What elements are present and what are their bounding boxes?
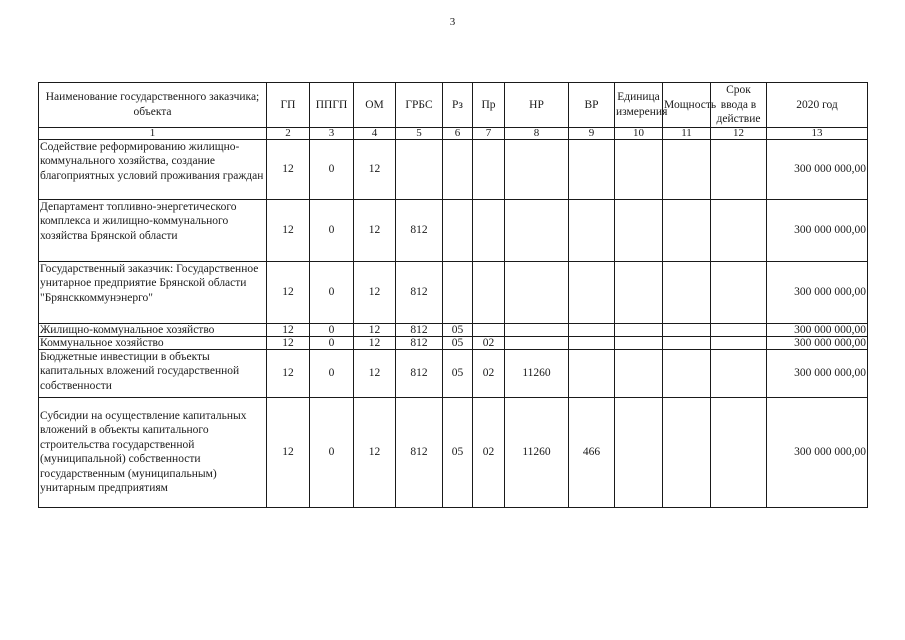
cell-vr bbox=[569, 139, 615, 199]
cell-rz: 05 bbox=[443, 397, 473, 507]
cell-commissioning bbox=[711, 323, 767, 336]
cell-om: 12 bbox=[354, 323, 396, 336]
row-name: Содействие реформированию жилищно-коммунального хозяйства, создание благоприятных условий проживания граждан bbox=[39, 139, 267, 199]
cell-capacity bbox=[663, 139, 711, 199]
cell-pr: 02 bbox=[473, 336, 505, 349]
cell-grbs: 812 bbox=[396, 336, 443, 349]
column-number: 7 bbox=[473, 127, 505, 139]
cell-nr: 11260 bbox=[505, 397, 569, 507]
cell-vr: 466 bbox=[569, 397, 615, 507]
header-row bbox=[39, 83, 868, 128]
column-number: 10 bbox=[615, 127, 663, 139]
column-number: 4 bbox=[354, 127, 396, 139]
cell-ppgp: 0 bbox=[310, 349, 354, 397]
cell-amount-2020: 300 000 000,00 bbox=[767, 323, 868, 336]
column-number: 12 bbox=[711, 127, 767, 139]
table-row bbox=[39, 199, 868, 261]
cell-grbs: 812 bbox=[396, 323, 443, 336]
header-grbs: ГРБС bbox=[396, 83, 443, 128]
cell-nr bbox=[505, 139, 569, 199]
cell-grbs: 812 bbox=[396, 261, 443, 323]
cell-commissioning bbox=[711, 336, 767, 349]
cell-grbs: 812 bbox=[396, 199, 443, 261]
cell-gp: 12 bbox=[267, 336, 310, 349]
cell-gp: 12 bbox=[267, 199, 310, 261]
cell-amount-2020: 300 000 000,00 bbox=[767, 349, 868, 397]
cell-commissioning bbox=[711, 261, 767, 323]
cell-rz bbox=[443, 261, 473, 323]
cell-ppgp: 0 bbox=[310, 139, 354, 199]
cell-pr: 02 bbox=[473, 349, 505, 397]
header-nr: НР bbox=[505, 83, 569, 128]
column-number: 2 bbox=[267, 127, 310, 139]
row-name: Коммунальное хозяйство bbox=[39, 336, 267, 349]
cell-vr bbox=[569, 336, 615, 349]
cell-ppgp: 0 bbox=[310, 261, 354, 323]
column-number: 8 bbox=[505, 127, 569, 139]
column-number: 1 bbox=[39, 127, 267, 139]
header-ppgp: ППГП bbox=[310, 83, 354, 128]
row-name: Жилищно-коммунальное хозяйство bbox=[39, 323, 267, 336]
cell-amount-2020: 300 000 000,00 bbox=[767, 139, 868, 199]
cell-rz: 05 bbox=[443, 323, 473, 336]
cell-gp: 12 bbox=[267, 349, 310, 397]
cell-commissioning bbox=[711, 139, 767, 199]
table-row bbox=[39, 323, 868, 336]
cell-capacity bbox=[663, 397, 711, 507]
cell-capacity bbox=[663, 199, 711, 261]
header-unit: Единица измерения bbox=[615, 83, 663, 128]
cell-ppgp: 0 bbox=[310, 336, 354, 349]
cell-unit bbox=[615, 261, 663, 323]
cell-nr bbox=[505, 323, 569, 336]
cell-om: 12 bbox=[354, 261, 396, 323]
column-number: 5 bbox=[396, 127, 443, 139]
cell-vr bbox=[569, 199, 615, 261]
cell-capacity bbox=[663, 323, 711, 336]
cell-grbs: 812 bbox=[396, 349, 443, 397]
cell-ppgp: 0 bbox=[310, 199, 354, 261]
cell-unit bbox=[615, 199, 663, 261]
cell-amount-2020: 300 000 000,00 bbox=[767, 397, 868, 507]
table-row bbox=[39, 397, 868, 507]
cell-amount-2020: 300 000 000,00 bbox=[767, 199, 868, 261]
cell-pr: 02 bbox=[473, 397, 505, 507]
column-number: 6 bbox=[443, 127, 473, 139]
cell-gp: 12 bbox=[267, 397, 310, 507]
cell-nr bbox=[505, 261, 569, 323]
cell-grbs bbox=[396, 139, 443, 199]
cell-commissioning bbox=[711, 199, 767, 261]
header-name: Наименование государственного заказчика; объекта bbox=[39, 83, 267, 128]
row-name: Департамент топливно-энергетического комплекса и жилищно-коммунального хозяйства Брянской области bbox=[39, 199, 267, 261]
header-gp: ГП bbox=[267, 83, 310, 128]
row-name: Субсидии на осуществление капитальных вложений в объекты капитального строительства государственной (муниципальной) собственности государственным (муниципальным) унитарным предприятиям bbox=[39, 397, 267, 507]
row-name: Бюджетные инвестиции в объекты капитальных вложений государственной собственности bbox=[39, 349, 267, 397]
cell-ppgp: 0 bbox=[310, 397, 354, 507]
cell-nr bbox=[505, 336, 569, 349]
cell-pr bbox=[473, 323, 505, 336]
cell-pr bbox=[473, 199, 505, 261]
header-vr: ВР bbox=[569, 83, 615, 128]
cell-amount-2020: 300 000 000,00 bbox=[767, 261, 868, 323]
header-om: ОМ bbox=[354, 83, 396, 128]
table-row bbox=[39, 261, 868, 323]
column-number: 9 bbox=[569, 127, 615, 139]
column-number-row bbox=[39, 127, 868, 139]
column-number: 11 bbox=[663, 127, 711, 139]
cell-gp: 12 bbox=[267, 139, 310, 199]
header-year-2020: 2020 год bbox=[767, 83, 868, 128]
cell-capacity bbox=[663, 349, 711, 397]
cell-capacity bbox=[663, 261, 711, 323]
cell-unit bbox=[615, 139, 663, 199]
cell-capacity bbox=[663, 336, 711, 349]
cell-gp: 12 bbox=[267, 323, 310, 336]
column-number: 13 bbox=[767, 127, 868, 139]
header-commissioning: Срок ввода в действие bbox=[711, 83, 767, 128]
cell-om: 12 bbox=[354, 397, 396, 507]
table-row bbox=[39, 349, 868, 397]
cell-om: 12 bbox=[354, 336, 396, 349]
budget-table bbox=[38, 82, 868, 508]
cell-pr bbox=[473, 261, 505, 323]
cell-unit bbox=[615, 323, 663, 336]
header-rz: Рз bbox=[443, 83, 473, 128]
cell-commissioning bbox=[711, 397, 767, 507]
column-number: 3 bbox=[310, 127, 354, 139]
cell-ppgp: 0 bbox=[310, 323, 354, 336]
cell-grbs: 812 bbox=[396, 397, 443, 507]
cell-commissioning bbox=[711, 349, 767, 397]
cell-gp: 12 bbox=[267, 261, 310, 323]
cell-om: 12 bbox=[354, 199, 396, 261]
cell-rz: 05 bbox=[443, 349, 473, 397]
cell-pr bbox=[473, 139, 505, 199]
table-row bbox=[39, 139, 868, 199]
cell-vr bbox=[569, 323, 615, 336]
page-number: 3 bbox=[449, 16, 456, 28]
header-capacity: Мощность bbox=[663, 83, 711, 128]
header-pr: Пр bbox=[473, 83, 505, 128]
cell-unit bbox=[615, 397, 663, 507]
cell-nr bbox=[505, 199, 569, 261]
cell-om: 12 bbox=[354, 349, 396, 397]
cell-vr bbox=[569, 349, 615, 397]
cell-amount-2020: 300 000 000,00 bbox=[767, 336, 868, 349]
cell-rz bbox=[443, 199, 473, 261]
cell-nr: 11260 bbox=[505, 349, 569, 397]
cell-vr bbox=[569, 261, 615, 323]
cell-unit bbox=[615, 336, 663, 349]
cell-unit bbox=[615, 349, 663, 397]
cell-om: 12 bbox=[354, 139, 396, 199]
cell-rz: 05 bbox=[443, 336, 473, 349]
row-name: Государственный заказчик: Государственное унитарное предприятие Брянской области "Брянсккоммунэнерго" bbox=[39, 261, 267, 323]
table-row bbox=[39, 336, 868, 349]
cell-rz bbox=[443, 139, 473, 199]
